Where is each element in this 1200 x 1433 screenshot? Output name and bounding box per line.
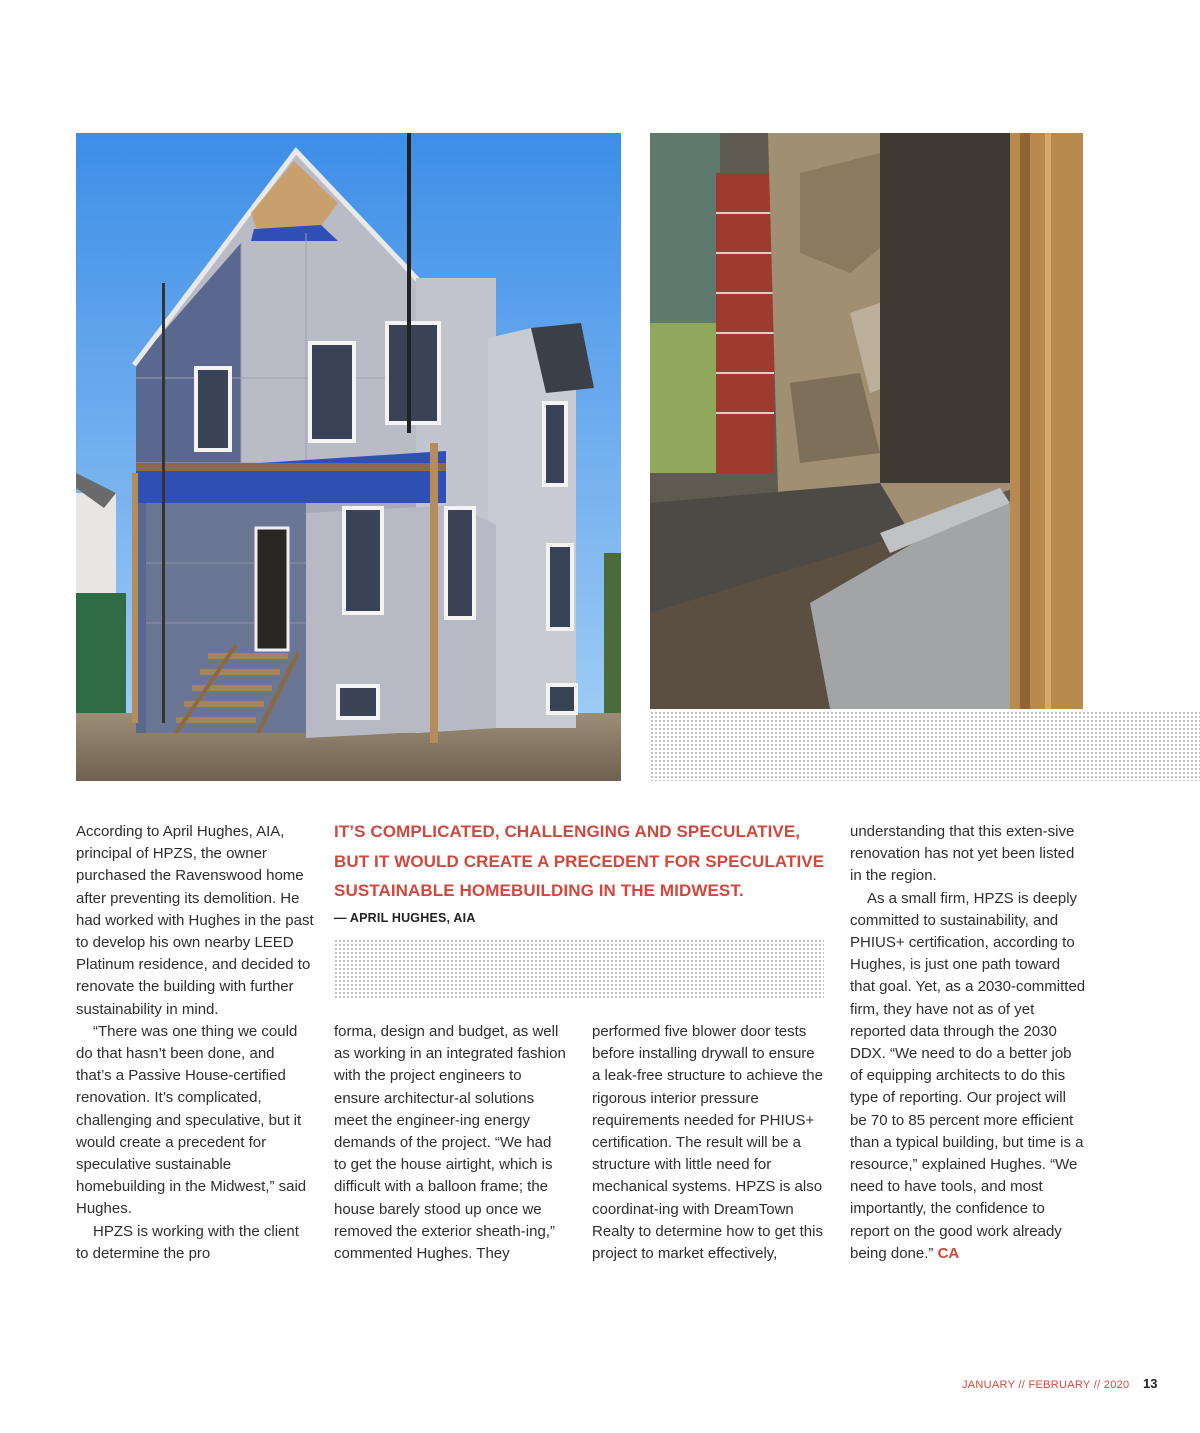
- paragraph: [850, 888, 1086, 1265]
- paragraph: “There was one thing we could do that hasn’t been done, and that’s a Passive House-certified renovation. It’s complicated, challenging and speculative, but it would create a precedent for speculative sustainable homebuilding in the Midwest,” said Hughes.: [76, 1022, 307, 1218]
- article-column-3: [592, 1021, 824, 1265]
- masonry-wall-detail-photo: [650, 133, 1083, 709]
- paragraph: forma, design and budget, as well as working in an integrated fashion with the project engineers to ensure architectur-al solutions meet the engineer-ing energy demands of the project. “We had to get the house airtight, which is difficult with a balloon frame; the house barely stood up once we removed the exterior sheath-ing,” commented Hughes. They: [334, 1023, 566, 1263]
- paragraph-text: As a small firm, HPZS is deeply committed to sustainability, and PHIUS+ certification, according to Hughes, is just one path toward that goal. Yet, as a 2030-committed firm, they have not as of yet reported data through the 2030 DDX. “We need to do a better job of equipping architects to do this type of reporting. Our project will be 70 to 85 percent more efficient than a typical building, but time is a resource,” explained Hughes. “We need to have tools, and most importantly, the confidence to report on the good work already being done.”: [850, 889, 1086, 1262]
- article-column-4: [850, 821, 1086, 1265]
- paragraph: HPZS is working with the client to determine the pro: [76, 1222, 299, 1262]
- pull-quote-attribution: — APRIL HUGHES, AIA: [334, 911, 476, 925]
- article-column-2: [334, 1021, 566, 1265]
- end-mark: CA: [937, 1244, 960, 1262]
- pull-quote: IT’S COMPLICATED, CHALLENGING AND SPECULATIVE, BUT IT WOULD CREATE A PRECEDENT FOR SPECULATIVE SUSTAINABLE HOMEBUILDING IN THE MIDWEST.: [334, 822, 825, 900]
- dot-pattern-decoration: [650, 711, 1200, 781]
- paragraph: According to April Hughes, AIA, principal of HPZS, the owner purchased the Ravenswood home after preventing its demolition. He had worked with Hughes in the past to develop his own nearby LEED Platinum residence, and decided to renovate the building with further sustainability in mind.: [76, 823, 314, 1018]
- page-number: 13: [1143, 1376, 1158, 1391]
- dot-pattern-decoration: [334, 939, 824, 999]
- house-exterior-photo: [76, 133, 621, 781]
- paragraph: understanding that this exten-sive renovation has not yet been listed in the region.: [850, 823, 1075, 885]
- issue-date: JANUARY // FEBRUARY // 2020: [962, 1379, 1130, 1391]
- article-column-1: [76, 821, 314, 1265]
- paragraph: performed five blower door tests before installing drywall to ensure a leak-free structure to achieve the rigorous interior pressure requirements needed for PHIUS+ certification. The result will be a structure with little need for mechanical systems. HPZS is also coordinat-ing with DreamTown Realty to determine how to get this project to market effectively,: [592, 1023, 823, 1263]
